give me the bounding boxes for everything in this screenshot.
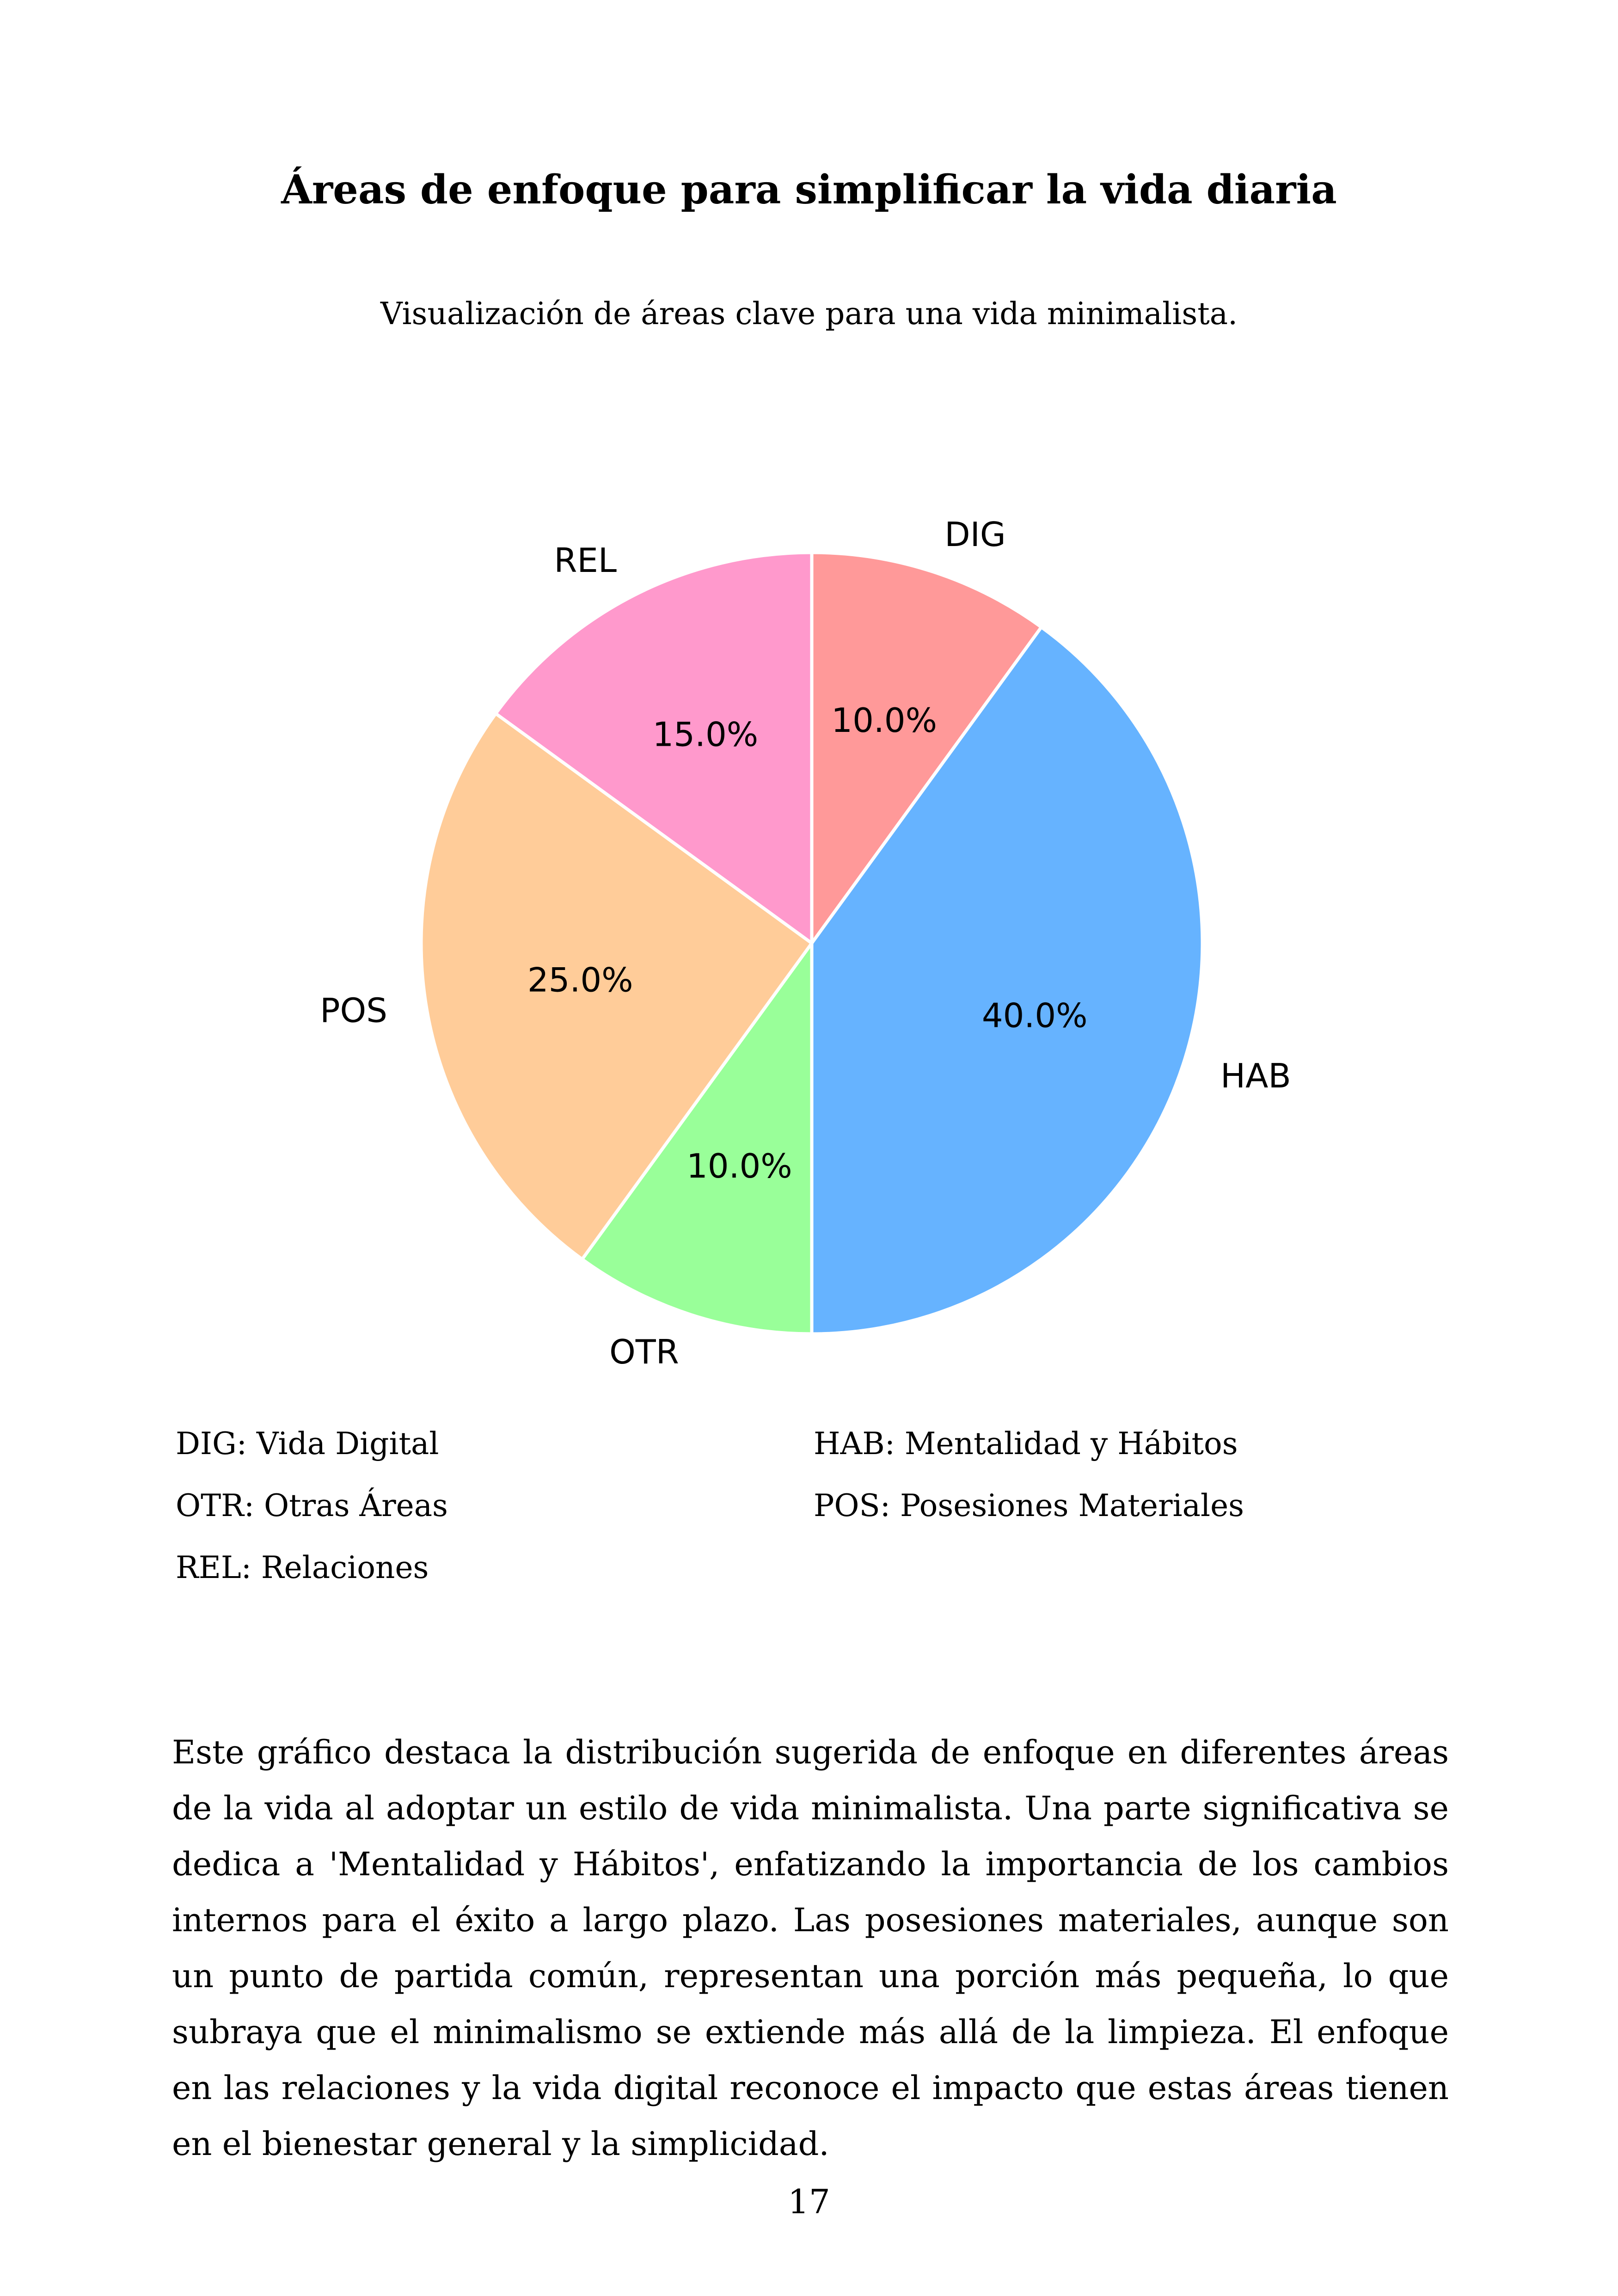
pie-pct-label-rel: 15.0% (652, 715, 759, 754)
pie-pct-label-pos: 25.0% (527, 960, 633, 1000)
legend-item-hab: HAB: Mentalidad y Hábitos (814, 1426, 1238, 1461)
page-title: Áreas de enfoque para simplificar la vida diaria (281, 166, 1337, 213)
pie-category-label-dig: DIG (944, 515, 1006, 554)
body-paragraph: Este gráfico destaca la distribución sugerida de enfoque en diferentes áreas de la vida al adoptar un estilo de vida minimalista. Una parte significativa se dedica a 'Mentalidad y Hábitos', enfatizando la importancia de los cambios internos para el éxito a largo plazo. Las posesiones materiales, aunque son un punto de partida común, representan una porción más pequeña, lo que subraya que el minimalismo se extiende más allá de la limpieza. El enfoque en las relaciones y la vida digital reconoce el impacto que estas áreas tienen en el bienestar general y la simplicidad. (172, 1733, 1449, 2163)
legend (176, 1424, 1470, 1588)
pie-category-label-pos: POS (320, 991, 387, 1030)
legend-item-pos: POS: Posesiones Materiales (814, 1488, 1244, 1523)
page-number: 17 (788, 2182, 830, 2221)
pie-category-label-rel: REL (554, 540, 617, 580)
pie-pct-label-dig: 10.0% (831, 700, 938, 740)
pie-pct-label-hab: 40.0% (981, 996, 1088, 1035)
legend-item-dig: DIG: Vida Digital (176, 1426, 439, 1461)
pie-category-label-hab: HAB (1220, 1056, 1291, 1096)
legend-item-rel: REL: Relaciones (176, 1550, 429, 1585)
legend-item-otr: OTR: Otras Áreas (176, 1488, 448, 1523)
pie-pct-label-otr: 10.0% (686, 1147, 792, 1186)
pie-category-label-otr: OTR (609, 1332, 679, 1372)
page-subtitle: Visualización de áreas clave para una vida minimalista. (380, 296, 1238, 332)
